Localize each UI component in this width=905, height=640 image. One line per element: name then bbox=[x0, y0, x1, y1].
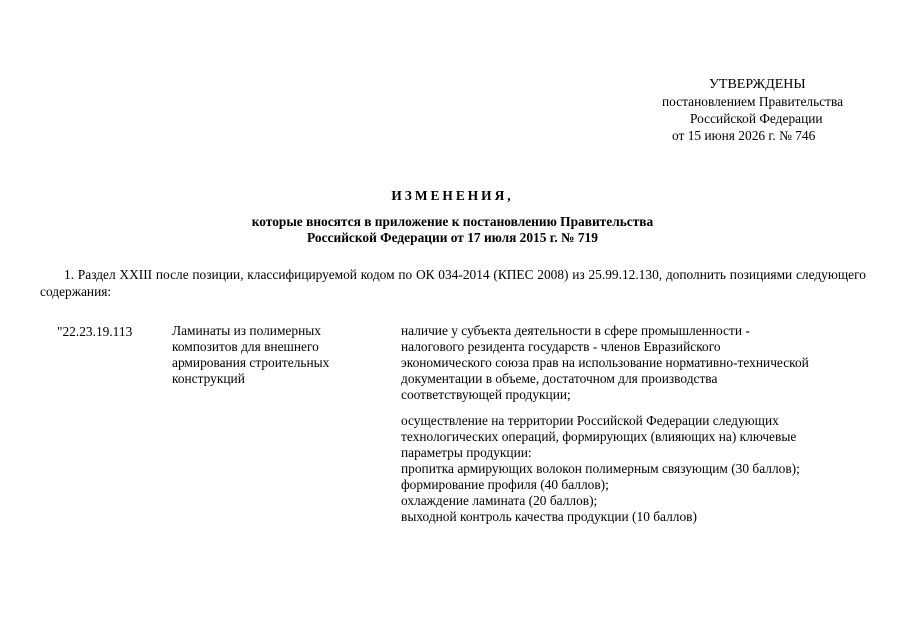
entry-name-line: композитов для внешнего bbox=[172, 339, 319, 354]
paragraph-1 bbox=[40, 266, 866, 300]
requirement-1-line: документации в объеме, достаточном для производства bbox=[401, 371, 718, 386]
entry-name bbox=[172, 323, 372, 387]
subheading-line-1: которые вносятся в приложение к постановлению Правительства bbox=[251, 214, 654, 229]
requirement-2-line: пропитка армирующих волокон полимерным связующим (30 баллов); bbox=[401, 461, 800, 476]
entry-requirements bbox=[401, 323, 881, 525]
approval-line-2: Российской Федерации bbox=[690, 111, 823, 126]
requirement-1-line: экономического союза прав на использование нормативно-технической bbox=[401, 355, 809, 370]
requirement-gap bbox=[401, 403, 881, 413]
approval-line-3: от 15 июня 2026 г. № 746 bbox=[672, 128, 816, 143]
approval-title: УТВЕРЖДЕНЫ bbox=[709, 77, 806, 92]
requirement-1-line: налогового резидента государств - членов Евразийского bbox=[401, 339, 721, 354]
paragraph-text: Раздел XXIII после позиции, классифицируемой кодом по ОК 034-2014 (КПЕС 2008) из 25.99.12.130, дополнить позициями следующего содержания: bbox=[40, 267, 866, 299]
requirement-2-line: технологических операций, формирующих (влияющих на) ключевые bbox=[401, 429, 797, 444]
requirement-1-line: соответствующей продукции; bbox=[401, 387, 571, 402]
document-heading: ИЗМЕНЕНИЯ, bbox=[391, 188, 514, 203]
requirement-2-line: осуществление на территории Российской Федерации следующих bbox=[401, 413, 779, 428]
entry-name-line: армирования строительных bbox=[172, 355, 330, 370]
entry-code: "22.23.19.113 bbox=[57, 324, 133, 339]
approval-line-1: постановлением Правительства bbox=[662, 94, 844, 109]
requirement-2-line: формирование профиля (40 баллов); bbox=[401, 477, 609, 492]
requirement-2-line: охлаждение ламината (20 баллов); bbox=[401, 493, 598, 508]
approval-block bbox=[620, 76, 905, 144]
requirement-2-line: параметры продукции: bbox=[401, 445, 532, 460]
requirement-1-line: наличие у субъекта деятельности в сфере промышленности - bbox=[401, 323, 750, 338]
entry-name-line: Ламинаты из полимерных bbox=[172, 323, 321, 338]
entry-name-line: конструкций bbox=[172, 371, 245, 386]
document-subheading bbox=[0, 214, 905, 246]
subheading-line-2: Российской Федерации от 17 июля 2015 г. № 719 bbox=[307, 230, 598, 245]
paragraph-number: 1. bbox=[64, 267, 75, 282]
requirement-2-line: выходной контроль качества продукции (10 баллов) bbox=[401, 509, 697, 524]
